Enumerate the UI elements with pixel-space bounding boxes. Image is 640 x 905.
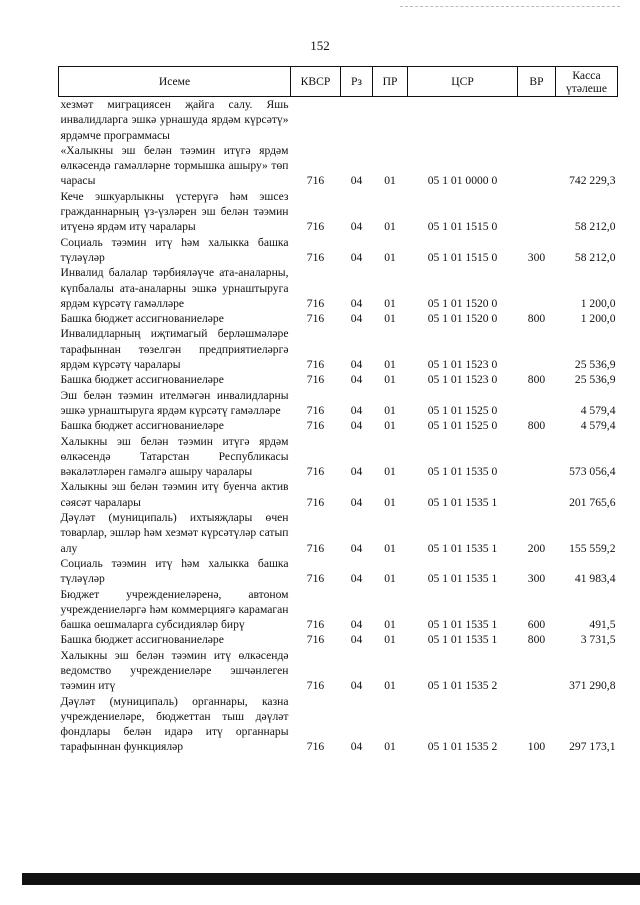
table-row [59,648,618,694]
table-row [59,97,618,143]
cell-amount: 58 212,0 [574,250,616,264]
header-pr: ПР [373,67,408,97]
cell-kvsr: 716 [306,403,325,417]
cell-amount: 4 579,4 [580,419,616,433]
cell-csr: 05 1 01 1520 0 [427,296,498,310]
cell-rz: 04 [350,312,363,326]
page-number: 152 [310,38,330,53]
budget-table [58,66,618,755]
cell-name: «Халыкны эш белән тәэмин итүгә ярдәм өлкәсендә гамәлләрне тормышка ашыру» төп чарасы [60,143,289,188]
cell-kvsr: 716 [306,465,325,479]
cell-csr: 05 1 01 1535 1 [427,541,498,555]
cell-kvsr [291,97,341,143]
cell-rz: 04 [350,174,363,188]
cell-rz: 04 [350,403,363,417]
cell-csr: 05 1 01 1535 1 [427,633,498,647]
cell-vr: 300 [527,572,546,586]
cell-kvsr: 716 [306,296,325,310]
cell-kvsr: 716 [306,633,325,647]
cell-rz: 04 [350,220,363,234]
cell-pr: 01 [384,312,396,326]
cell-csr: 05 1 01 1523 0 [427,358,498,372]
cell-name: Инвалидларның иҗтимагый берләшмәләре тарафыннан төзелгән предприятиеләргә ярдәм күрсәтү чаралары [60,327,289,372]
cell-amount: 297 173,1 [569,740,616,754]
cell-csr: 05 1 01 1535 1 [427,618,498,632]
cell-vr: 600 [527,618,546,632]
cell-amount: 25 536,9 [574,358,616,372]
cell-vr: 800 [527,312,546,326]
cell-vr [518,143,556,189]
cell-pr: 01 [384,740,396,754]
cell-kvsr: 716 [306,250,325,264]
cell-name: Халыкны эш белән тәэмин итү буенча актив сәясәт чаралары [60,480,289,509]
cell-vr: 800 [527,633,546,647]
cell-kvsr: 716 [306,220,325,234]
cell-name: Халыкны эш белән тәэмин итүгә ярдәм өлкәсендә Татарстан Республикасы вәкаләтләрен гамәлгә ашыру чаралары [60,434,289,479]
cell-rz: 04 [350,740,363,754]
cell-name: Дәүләт (муниципаль) органнары, казна учреждениеләре, бюджеттан тыш дәүләт фондлары белән идарә итү органнары тарафыннан функцияләр [60,694,289,754]
cell-name: Инвалид балалар тәрбияләүче ата-аналарны, күпбалалы ата-аналарны эшкә урнаштыруга ярдәм күрсәтү гамәлләре [60,266,289,310]
cell-name: Башка бюджет ассигнованиеләре [60,373,224,387]
header-name: Исеме [59,67,291,97]
cell-rz: 04 [350,541,363,555]
cell-name: Башка бюджет ассигнованиеләре [60,312,224,326]
cell-pr: 01 [384,174,396,188]
cell-csr: 05 1 01 1535 0 [427,465,498,479]
cell-kvsr: 716 [306,373,325,387]
cell-amount: 25 536,9 [574,373,616,387]
cell-kvsr: 716 [306,174,325,188]
cell-vr [518,97,556,143]
header-rz: Рз [341,67,373,97]
cell-rz: 04 [350,633,363,647]
table-row [59,372,618,387]
table-row [59,143,618,189]
cell-rz: 04 [350,679,363,693]
cell-rz: 04 [350,495,363,509]
table-row [59,434,618,480]
table-row [59,694,618,755]
table-row [59,388,618,419]
header-csr: ЦСР [408,67,518,97]
table-row [59,326,618,372]
cell-kvsr: 716 [306,740,325,754]
cell-csr: 05 1 01 1535 2 [427,740,498,754]
cell-rz: 04 [350,419,363,433]
cell-name: Башка бюджет ассигнованиеләре [60,633,224,647]
cell-kvsr: 716 [306,679,325,693]
cell-vr [518,434,556,480]
cell-pr: 01 [384,572,396,586]
cell-rz: 04 [350,572,363,586]
cell-pr: 01 [384,541,396,555]
cell-amount: 155 559,2 [569,541,616,555]
cell-vr [518,479,556,510]
table-row [59,510,618,556]
cell-vr [518,648,556,694]
cell-vr: 800 [527,419,546,433]
cell-csr: 05 1 01 1535 1 [427,572,498,586]
cell-vr: 300 [527,250,546,264]
cell-pr: 01 [384,633,396,647]
cell-vr [518,189,556,235]
table-row [59,311,618,326]
cell-pr: 01 [384,358,396,372]
cell-csr [408,97,518,143]
cell-amount [556,97,618,143]
cell-csr: 05 1 01 1525 0 [427,403,498,417]
cell-pr: 01 [384,296,396,310]
cell-rz: 04 [350,358,363,372]
cell-vr: 800 [527,373,546,387]
cell-pr [373,97,408,143]
cell-pr: 01 [384,250,396,264]
cell-amount: 1 200,0 [580,312,616,326]
cell-pr: 01 [384,403,396,417]
cell-pr: 01 [384,679,396,693]
scan-bottom-border [22,873,640,885]
cell-amount: 201 765,6 [569,495,616,509]
cell-name: Башка бюджет ассигнованиеләре [60,419,224,433]
cell-csr: 05 1 01 1515 0 [427,250,498,264]
cell-name: Кече эшкуарлыкны үстерүгә һәм эшсез гражданнарның үз-үзләрен эш белән тәэмин итүенә ярдәм итү чаралары [60,189,289,234]
table-row [59,189,618,235]
cell-name: Социаль тәэмин итү һәм халыкка башка түләүләр [60,556,289,586]
cell-rz: 04 [350,296,363,310]
cell-pr: 01 [384,495,396,509]
cell-csr: 05 1 01 1535 1 [427,495,498,509]
cell-amount: 491,5 [589,618,616,632]
cell-amount: 41 983,4 [574,572,616,586]
cell-amount: 1 200,0 [580,296,616,310]
cell-rz: 04 [350,465,363,479]
cell-vr [518,326,556,372]
header-kassa: Касса үтәлеше [556,67,618,97]
table-row [59,556,618,587]
cell-pr: 01 [384,618,396,632]
cell-kvsr: 716 [306,419,325,433]
cell-name: Дәүләт (муниципаль) ихтыяҗлары өчен товарлар, эшләр һәм хезмәт күрсәтүләр сатып алу [60,511,289,555]
cell-rz: 04 [350,250,363,264]
cell-csr: 05 1 01 1515 0 [427,220,498,234]
cell-amount: 742 229,3 [569,174,616,188]
cell-kvsr: 716 [306,541,325,555]
top-edge-mark [400,6,620,7]
cell-name: Бюджет учреждениеләренә, автоном учреждениеләргә һәм коммерциягә карамаган башка оешмаларга субсидияләр бирү [60,587,289,632]
cell-vr [518,388,556,419]
cell-kvsr: 716 [306,572,325,586]
cell-csr: 05 1 01 1523 0 [427,373,498,387]
cell-name: Социаль тәэмин итү һәм халыкка башка түләүләр [60,235,289,264]
cell-pr: 01 [384,373,396,387]
cell-pr: 01 [384,419,396,433]
cell-kvsr: 716 [306,495,325,509]
cell-amount: 573 056,4 [569,465,616,479]
cell-pr: 01 [384,465,396,479]
cell-vr: 100 [527,740,546,754]
cell-rz [341,97,373,143]
cell-csr: 05 1 01 0000 0 [427,174,498,188]
table-row [59,265,618,311]
table-header-row [59,67,618,97]
cell-name: Эш белән тәэмин ителмәгән инвалидларны эшкә урнаштыруга ярдәм күрсәтү гамәлләре [60,388,289,417]
cell-rz: 04 [350,373,363,387]
cell-amount: 371 290,8 [569,679,616,693]
cell-name: Халыкны эш белән тәэмин итү өлкәсендә ведомство учреждениеләре эшчәнлеген тәэмин итү [60,648,289,693]
cell-csr: 05 1 01 1525 0 [427,419,498,433]
cell-vr: 200 [527,541,546,555]
cell-amount: 58 212,0 [574,220,616,234]
table-row [59,418,618,433]
header-vr: ВР [518,67,556,97]
cell-vr [518,265,556,311]
cell-kvsr: 716 [306,618,325,632]
cell-csr: 05 1 01 1520 0 [427,312,498,326]
cell-kvsr: 716 [306,312,325,326]
table-row [59,235,618,266]
cell-name: хезмәт миграциясен җайга салу. Яшь инвалидларга эшкә урнашуда ярдәм күрсәтү» ярдәмче программасы [60,98,289,142]
header-kvsr: КВСР [291,67,341,97]
cell-amount: 3 731,5 [580,633,616,647]
table-row [59,632,618,647]
cell-amount: 4 579,4 [580,403,616,417]
cell-pr: 01 [384,220,396,234]
cell-rz: 04 [350,618,363,632]
cell-kvsr: 716 [306,358,325,372]
table-row [59,479,618,510]
cell-csr: 05 1 01 1535 2 [427,679,498,693]
table-row [59,587,618,633]
